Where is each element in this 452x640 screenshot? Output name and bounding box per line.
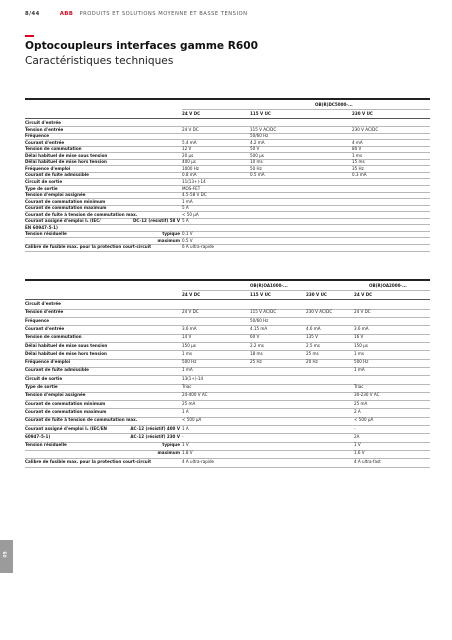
cell-value: 3.6 mA [354, 325, 369, 331]
cell-value: 20 µs [182, 152, 194, 158]
group-header: OB(R)DC5000-... [315, 102, 353, 107]
row-label: Courant de fuite à tension de commutation max. [25, 211, 138, 217]
row-label: Circuit de sortie [25, 178, 63, 184]
section-name: PRODUITS ET SOLUTIONS MOYENNE ET BASSE TENSION [79, 11, 248, 17]
cell-value: 25 Hz [250, 359, 262, 365]
row-label: Calibre de fusible max. pour la protection court-circuit [25, 458, 152, 464]
spec-table-dc5000 [25, 98, 430, 250]
row-rule [25, 139, 430, 140]
group-header-rule [182, 290, 430, 291]
row-label: Courant de commutation minimum [25, 198, 106, 204]
row-label: Courant d'entrée [25, 325, 65, 331]
cell-value: 1 ms [354, 350, 365, 356]
cell-value: - [182, 433, 184, 439]
row-label: Fréquence d'emploi [25, 359, 71, 365]
row-rule [25, 224, 430, 225]
row-rule [25, 442, 430, 443]
cell-value: 6 A ultra-rapide [182, 244, 215, 250]
row-label: Tension résiduelle [25, 442, 67, 448]
cell-value: 1 V [354, 442, 361, 448]
cell-value: 4 A ultra-rapide [182, 458, 215, 464]
column-header: 115 V UC [250, 292, 271, 297]
title-accent-bar [25, 35, 34, 37]
cell-value: 60 V [250, 334, 260, 340]
cell-value: 500 Hz [354, 359, 369, 365]
cell-value: 115 V AC/DC [250, 126, 277, 132]
spec-table-oa [25, 279, 430, 469]
chapter-tab [0, 540, 13, 573]
row-rule [25, 178, 430, 179]
group-header: OB(R)OA1000-... [250, 283, 288, 288]
cell-value: 150 µs [354, 342, 368, 348]
row-label: Fréquence [25, 133, 50, 139]
row-sublabel: maximum [157, 450, 180, 456]
cell-value: 1 mA [182, 198, 193, 204]
row-rule [25, 165, 430, 166]
cell-value: 4 mA [352, 139, 363, 145]
header-rule [25, 118, 430, 119]
cell-value: 2 A [354, 408, 361, 414]
cell-value: 0.5 V [182, 237, 193, 243]
column-header: 230 V UC [352, 111, 373, 116]
row-label: EN 60947-5-1) [25, 224, 58, 230]
cell-value: 4.15 mA [250, 325, 268, 331]
cell-value: 12 V [182, 146, 192, 152]
row-label: Courant de commutation maximum [25, 408, 107, 414]
cell-value: 5 A [182, 205, 189, 211]
row-label: Type de sortie [25, 185, 58, 191]
cell-value: 500 Hz [182, 359, 197, 365]
row-label: Calibre de fusible max. pour la protection court-circuit [25, 244, 152, 250]
cell-value: 35 Hz [352, 165, 364, 171]
row-sublabel: AC-12 (résistif) 230 V [130, 433, 180, 439]
row-rule [25, 359, 430, 360]
cell-value: 30-230 V AC [354, 392, 380, 398]
row-sublabel: AC-12 (résistif) 400 V [130, 425, 180, 431]
cell-value: 230 V AC/DC [306, 309, 333, 315]
cell-value: 150 µs [182, 342, 196, 348]
cell-value: 1 mA [354, 367, 365, 373]
column-header: 115 V UC [250, 111, 271, 116]
row-rule [25, 231, 430, 232]
cell-value: 24 V DC [182, 126, 199, 132]
page-subtitle: Caractéristiques techniques [25, 55, 174, 67]
row-label: Courant de fuite admissible [25, 172, 89, 178]
row-label: Courant assigné d'emploi Iₑ (IEC/EN [25, 425, 107, 431]
row-rule [25, 251, 430, 252]
cell-value: 400 µs [182, 159, 196, 165]
row-rule [25, 433, 430, 434]
cell-value: 10 ms [250, 159, 263, 165]
row-rule [25, 384, 430, 385]
row-label: Tension de commutation [25, 334, 82, 340]
row-label: Tension d'emploi assignée [25, 392, 86, 398]
row-label: Courant de fuite admissible [25, 367, 89, 373]
page-number: 8/44 [25, 11, 40, 17]
cell-value: < 500 µA [182, 417, 202, 423]
row-label: Fréquence [25, 317, 50, 323]
table-top-rule [25, 98, 430, 100]
row-label: Tension d'entrée [25, 309, 64, 315]
cell-value: 4 A ultra-fast [354, 458, 381, 464]
cell-value: 5 A [182, 218, 189, 224]
cell-value: 1 A [182, 408, 189, 414]
row-label: Délai habituel de mise sous tension [25, 342, 108, 348]
cell-value: 50/60 Hz [250, 317, 269, 323]
row-label: Courant de commutation minimum [25, 400, 106, 406]
cell-value: - [354, 425, 356, 431]
cell-value: 0.8 mA [182, 172, 197, 178]
row-label: Tension d'emploi assignée [25, 192, 86, 198]
row-label: Tension résiduelle [25, 231, 67, 237]
chapter-tab-label: 05 [3, 551, 9, 558]
row-rule [25, 146, 430, 147]
row-rule [25, 317, 430, 318]
cell-value: 50 Hz [250, 165, 262, 171]
cell-value: 11(13+)-14 [182, 178, 206, 184]
cell-value: 0.5 mA [250, 172, 265, 178]
cell-value: 18 ms [250, 350, 263, 356]
cell-value: 50 V [250, 146, 260, 152]
cell-value: 1 A [182, 425, 189, 431]
row-sublabel: typique [162, 442, 180, 448]
cell-value: 0.3 mA [352, 172, 367, 178]
cell-value: 24 V DC [182, 309, 199, 315]
column-header: 24 V DC [182, 111, 201, 116]
cell-value: 16 V [354, 334, 364, 340]
cell-value: < 500 µA [354, 417, 374, 423]
row-rule [25, 450, 430, 451]
cell-value: 2.2 ms [250, 342, 264, 348]
row-label: 60947-5-1) [25, 433, 51, 439]
cell-value: 1 ms [352, 152, 363, 158]
row-label: Circuit de sortie [25, 375, 63, 381]
cell-value: < 50 µA [182, 211, 199, 217]
cell-value: 1 ms [182, 350, 193, 356]
cell-value: 1 mA [182, 367, 193, 373]
row-label: Circuit d'entrée [25, 301, 61, 306]
cell-value: Triac [354, 384, 364, 389]
column-header: 24 V DC [182, 292, 201, 297]
group-header: OB(R)OA2000-... [369, 283, 407, 288]
cell-value: 24 V DC [354, 309, 371, 315]
row-rule [25, 325, 430, 326]
cell-value: 135 V [306, 334, 318, 340]
page-title: Optocoupleurs interfaces gamme R600 [25, 40, 259, 52]
cell-value: 25 ms [306, 350, 319, 356]
header-rule [25, 299, 430, 300]
cell-value: 3.6 mA [182, 325, 197, 331]
cell-value: 20 Hz [306, 359, 318, 365]
cell-value: 2.5 ms [306, 342, 320, 348]
cell-value: 0.1 V [182, 231, 193, 237]
cell-value: 4.5-58 V DC [182, 192, 207, 198]
cell-value: 2A [354, 433, 360, 439]
row-label: Délai habituel de mise hors tension [25, 350, 107, 356]
cell-value: 24-400 V AC [182, 392, 208, 398]
cell-value: 80 V [352, 146, 362, 152]
row-rule [25, 185, 430, 186]
row-label: Courant de commutation maximum [25, 205, 107, 211]
cell-value: 25 mA [354, 400, 368, 406]
row-sublabel: DC-12 (résistif) 58 V [133, 218, 180, 224]
row-rule [25, 334, 430, 335]
row-label: Courant d'entrée [25, 139, 65, 145]
cell-value: 25 mA [182, 400, 196, 406]
row-sublabel: maximum [157, 237, 180, 243]
cell-value: 13(1+)-14 [182, 375, 204, 381]
row-sublabel: typique [162, 231, 180, 237]
cell-value: 1000 Hz [182, 165, 199, 171]
row-label: Délai habituel de mise hors tension [25, 159, 107, 165]
cell-value: 50/60 Hz [250, 133, 269, 139]
cell-value: 4.6 mA [306, 325, 321, 331]
row-rule [25, 237, 430, 238]
row-rule [25, 133, 430, 134]
row-rule [25, 467, 430, 468]
brand-logo: ABB [59, 11, 74, 17]
cell-value: Triac [182, 384, 192, 389]
row-label: Type de sortie [25, 384, 58, 389]
cell-value: 1.6 V [354, 450, 365, 456]
row-label: Tension d'entrée [25, 126, 64, 132]
cell-value: 5.4 mA [182, 139, 197, 145]
cell-value: 1 V [182, 442, 189, 448]
table-top-rule [25, 279, 430, 281]
cell-value: 14 V [182, 334, 192, 340]
cell-value: 1.8 V [182, 450, 193, 456]
row-label: Circuit d'entrée [25, 120, 61, 125]
cell-value: 15 ms [352, 159, 365, 165]
row-label: Tension de commutation [25, 146, 82, 152]
row-label: Courant de fuite à tension de commutation max. [25, 417, 138, 423]
cell-value: 115 V AC/DC [250, 309, 277, 315]
row-label: Fréquence d'emploi [25, 165, 71, 171]
column-header: 230 V UC [306, 292, 327, 297]
group-header-rule [182, 109, 430, 110]
column-header: 24 V DC [354, 292, 373, 297]
cell-value: 4.2 mA [250, 139, 265, 145]
cell-value: 230 V AC/DC [352, 126, 379, 132]
cell-value: MOS-FET [182, 185, 201, 191]
page-header [25, 11, 247, 17]
row-rule [25, 375, 430, 376]
cell-value: 500 µs [250, 152, 264, 158]
row-label: Délai habituel de mise sous tension [25, 152, 108, 158]
row-label: Courant assigné d'emploi Iₑ (IEC/ [25, 218, 101, 224]
